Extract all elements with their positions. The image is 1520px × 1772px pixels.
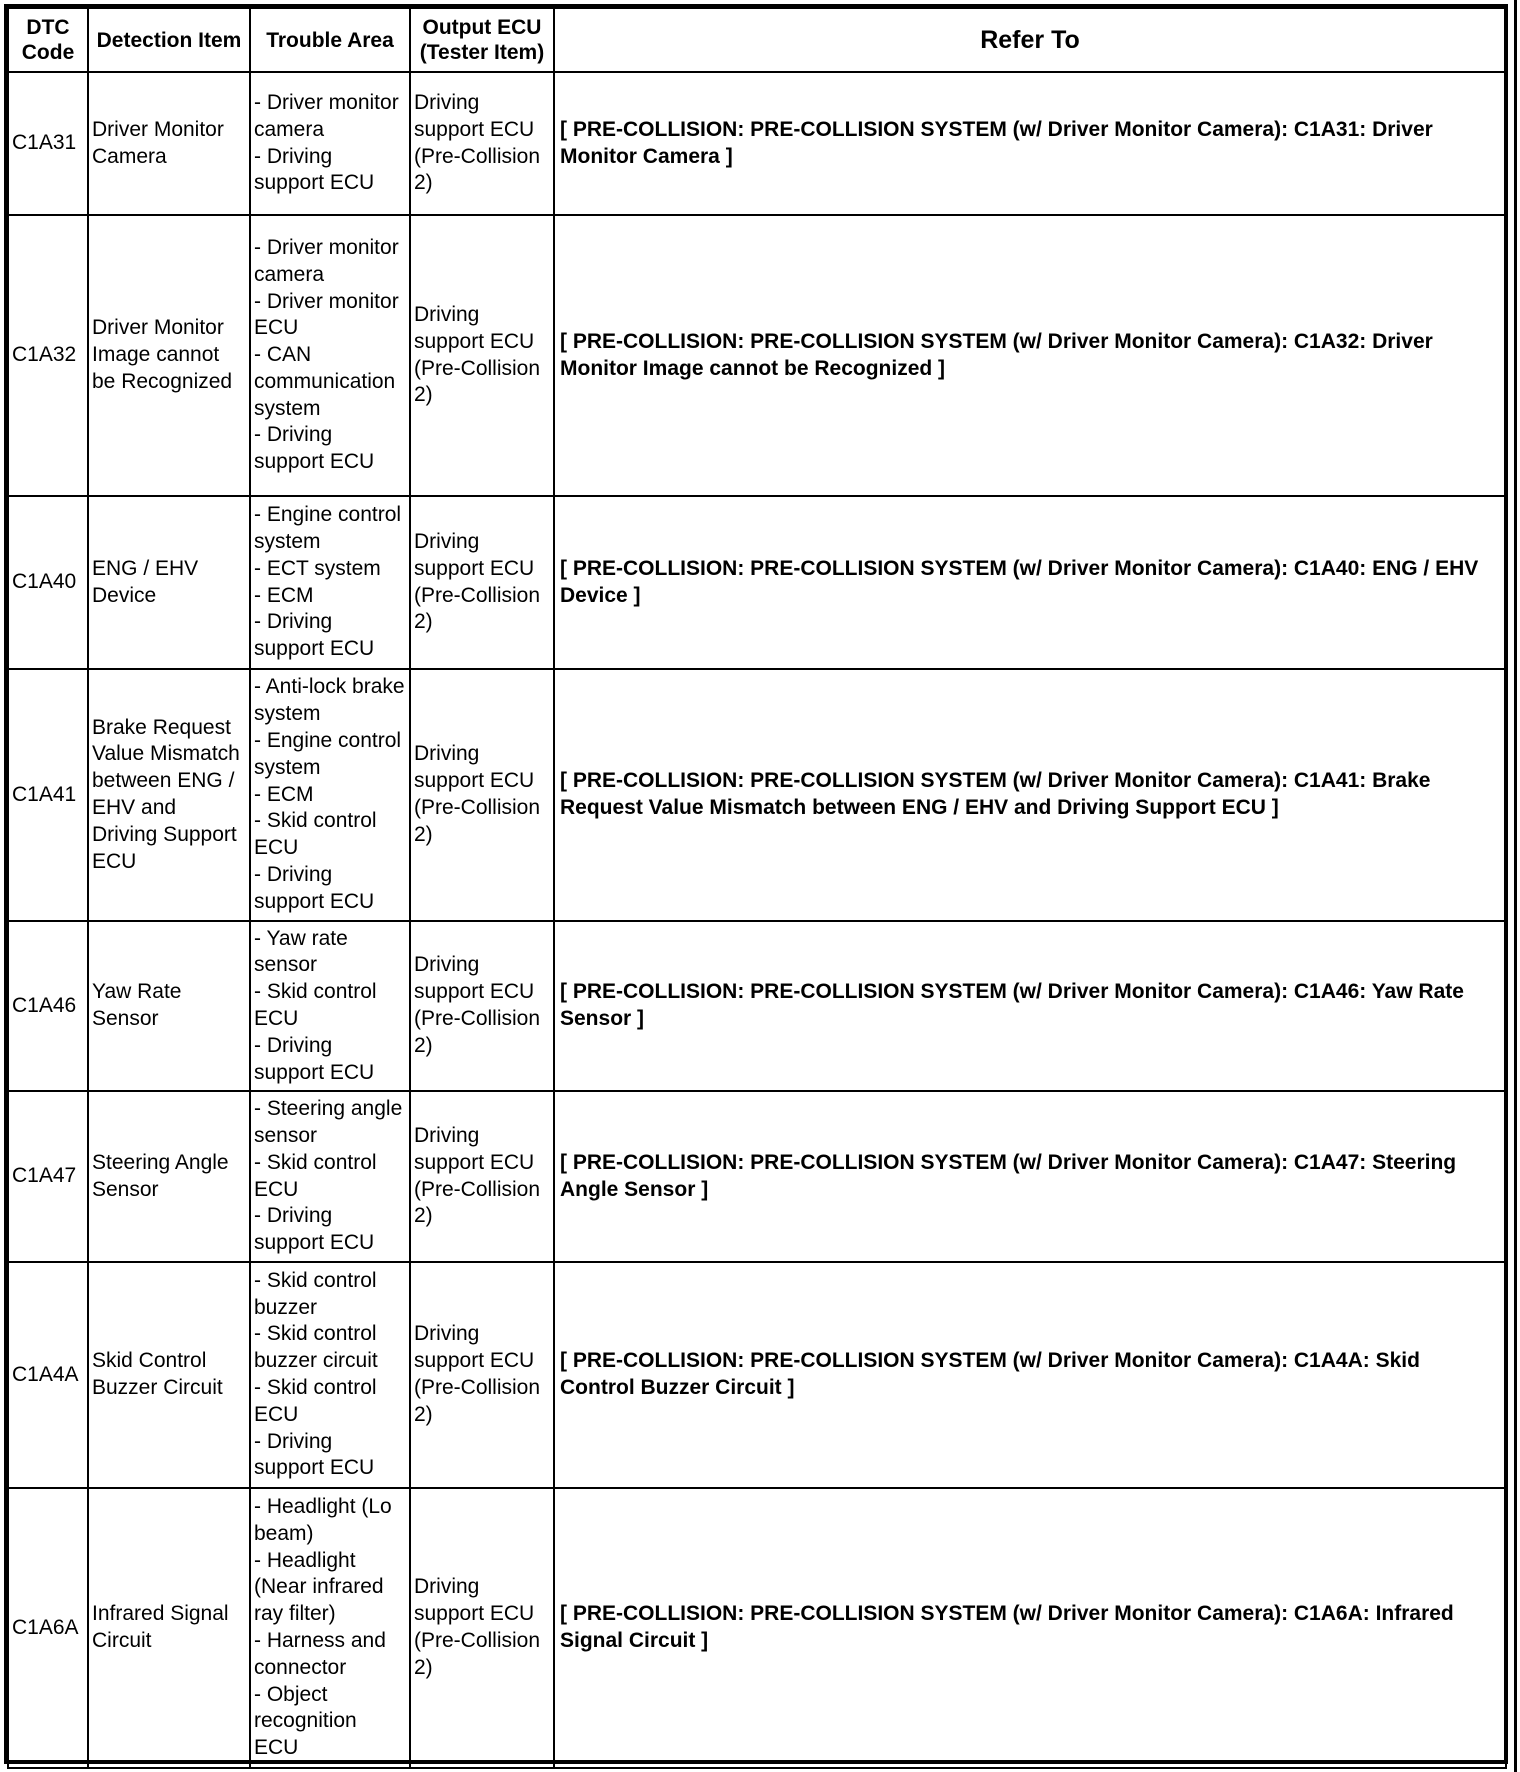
dtc-code-cell: C1A6A (8, 1488, 88, 1768)
trouble-area-item: - ECM (254, 782, 314, 806)
trouble-area-item: - Yaw rate sensor (254, 926, 348, 977)
trouble-area-item: - Driving support ECU (254, 1033, 375, 1084)
header-output-ecu: Output ECU (Tester Item) (410, 8, 554, 72)
trouble-area-item: - Anti-lock brake system (254, 675, 405, 726)
detection-item-cell: Steering Angle Sensor (88, 1091, 250, 1262)
trouble-area-item: - Driving support ECU (254, 144, 375, 195)
table-row (8, 1091, 1506, 1262)
header-detection-item: Detection Item (88, 8, 250, 72)
trouble-area-cell (250, 1262, 410, 1488)
output-ecu-cell: Driving support ECU (Pre-Collision 2) (410, 1262, 554, 1488)
table-row (8, 215, 1506, 496)
trouble-area-cell (250, 921, 410, 1091)
trouble-area-item: - Skid control ECU (254, 1150, 377, 1201)
output-ecu-cell: Driving support ECU (Pre-Collision 2) (410, 72, 554, 215)
detection-item-cell: Skid Control Buzzer Circuit (88, 1262, 250, 1488)
detection-item-cell: Brake Request Value Mismatch between ENG / EHV and Driving Support ECU (88, 669, 250, 921)
header-dtc-code: DTC Code (8, 8, 88, 72)
output-ecu-cell: Driving support ECU (Pre-Collision 2) (410, 1091, 554, 1262)
trouble-area-cell (250, 72, 410, 215)
output-ecu-cell: Driving support ECU (Pre-Collision 2) (410, 669, 554, 921)
detection-item-cell: Yaw Rate Sensor (88, 921, 250, 1091)
refer-to-link[interactable]: [ PRE-COLLISION: PRE-COLLISION SYSTEM (w/ Driver Monitor Camera): C1A40: ENG / EHV Device ] (554, 496, 1506, 669)
trouble-area-item: - Engine control system (254, 729, 402, 779)
table-row (8, 1262, 1506, 1488)
output-ecu-cell: Driving support ECU (Pre-Collision 2) (410, 215, 554, 496)
trouble-area-item: - Steering angle sensor (254, 1097, 403, 1147)
trouble-area-cell (250, 1488, 410, 1768)
trouble-area-cell (250, 1091, 410, 1262)
dtc-code-cell: C1A40 (8, 496, 88, 669)
dtc-code-cell: C1A41 (8, 669, 88, 921)
header-trouble-area: Trouble Area (250, 8, 410, 72)
trouble-area-item: - CAN communication system (254, 343, 396, 420)
dtc-table (7, 7, 1507, 1769)
table-row (8, 72, 1506, 215)
trouble-area-item: - Driver monitor camera (254, 235, 399, 286)
trouble-area-item: - Skid control ECU (254, 809, 377, 860)
trouble-area-item: - Driving support ECU (254, 423, 375, 474)
trouble-area-item: - Skid control buzzer circuit (254, 1322, 378, 1373)
trouble-area-item: - Driving support ECU (254, 1204, 375, 1255)
table-row (8, 921, 1506, 1091)
page-edge-line (1514, 0, 1517, 1772)
output-ecu-cell: Driving support ECU (Pre-Collision 2) (410, 1488, 554, 1768)
trouble-area-item: - Harness and connector (254, 1629, 386, 1679)
trouble-area-item: - Driving support ECU (254, 862, 375, 913)
table-header-row (8, 8, 1506, 72)
dtc-code-cell: C1A47 (8, 1091, 88, 1262)
trouble-area-cell (250, 669, 410, 921)
trouble-area-item: - Object recognition ECU (254, 1682, 357, 1760)
trouble-area-cell (250, 215, 410, 496)
detection-item-cell: Driver Monitor Image cannot be Recognized (88, 215, 250, 496)
trouble-area-item: - ECM (254, 583, 314, 607)
trouble-area-item: - Skid control buzzer (254, 1268, 377, 1319)
trouble-area-cell (250, 496, 410, 669)
table-row (8, 1488, 1506, 1768)
dtc-code-cell: C1A31 (8, 72, 88, 215)
refer-to-link[interactable]: [ PRE-COLLISION: PRE-COLLISION SYSTEM (w/ Driver Monitor Camera): C1A4A: Skid Control Buzzer Circuit ] (554, 1262, 1506, 1488)
refer-to-link[interactable]: [ PRE-COLLISION: PRE-COLLISION SYSTEM (w/ Driver Monitor Camera): C1A32: Driver Monitor Image cannot be Recognized ] (554, 215, 1506, 496)
trouble-area-item: - Driver monitor ECU (254, 289, 399, 340)
refer-to-link[interactable]: [ PRE-COLLISION: PRE-COLLISION SYSTEM (w/ Driver Monitor Camera): C1A47: Steering Angle Sensor ] (554, 1091, 1506, 1262)
dtc-code-cell: C1A32 (8, 215, 88, 496)
table-row (8, 496, 1506, 669)
trouble-area-item: - Driver monitor camera (254, 90, 399, 141)
table-row (8, 669, 1506, 921)
refer-to-link[interactable]: [ PRE-COLLISION: PRE-COLLISION SYSTEM (w/ Driver Monitor Camera): C1A6A: Infrared Signal Circuit ] (554, 1488, 1506, 1768)
output-ecu-cell: Driving support ECU (Pre-Collision 2) (410, 921, 554, 1091)
detection-item-cell: Driver Monitor Camera (88, 72, 250, 215)
dtc-code-cell: C1A46 (8, 921, 88, 1091)
refer-to-link[interactable]: [ PRE-COLLISION: PRE-COLLISION SYSTEM (w/ Driver Monitor Camera): C1A31: Driver Monitor Camera ] (554, 72, 1506, 215)
detection-item-cell: ENG / EHV Device (88, 496, 250, 669)
output-ecu-cell: Driving support ECU (Pre-Collision 2) (410, 496, 554, 669)
dtc-code-cell: C1A4A (8, 1262, 88, 1488)
trouble-area-item: - Headlight (Lo beam) (254, 1495, 392, 1545)
trouble-area-item: - Engine control system (254, 503, 402, 553)
trouble-area-item: - Headlight (Near infrared ray filter) (254, 1548, 384, 1626)
header-refer-to: Refer To (554, 8, 1506, 72)
trouble-area-item: - Driving support ECU (254, 1429, 375, 1480)
trouble-area-item: - ECT system (254, 556, 381, 580)
trouble-area-item: - Skid control ECU (254, 1376, 377, 1426)
detection-item-cell: Infrared Signal Circuit (88, 1488, 250, 1768)
refer-to-link[interactable]: [ PRE-COLLISION: PRE-COLLISION SYSTEM (w/ Driver Monitor Camera): C1A41: Brake Request Value Mismatch between ENG / EHV and Driving Support ECU ] (554, 669, 1506, 921)
trouble-area-item: - Skid control ECU (254, 980, 377, 1030)
trouble-area-item: - Driving support ECU (254, 610, 375, 661)
refer-to-link[interactable]: [ PRE-COLLISION: PRE-COLLISION SYSTEM (w/ Driver Monitor Camera): C1A46: Yaw Rate Sensor ] (554, 921, 1506, 1091)
